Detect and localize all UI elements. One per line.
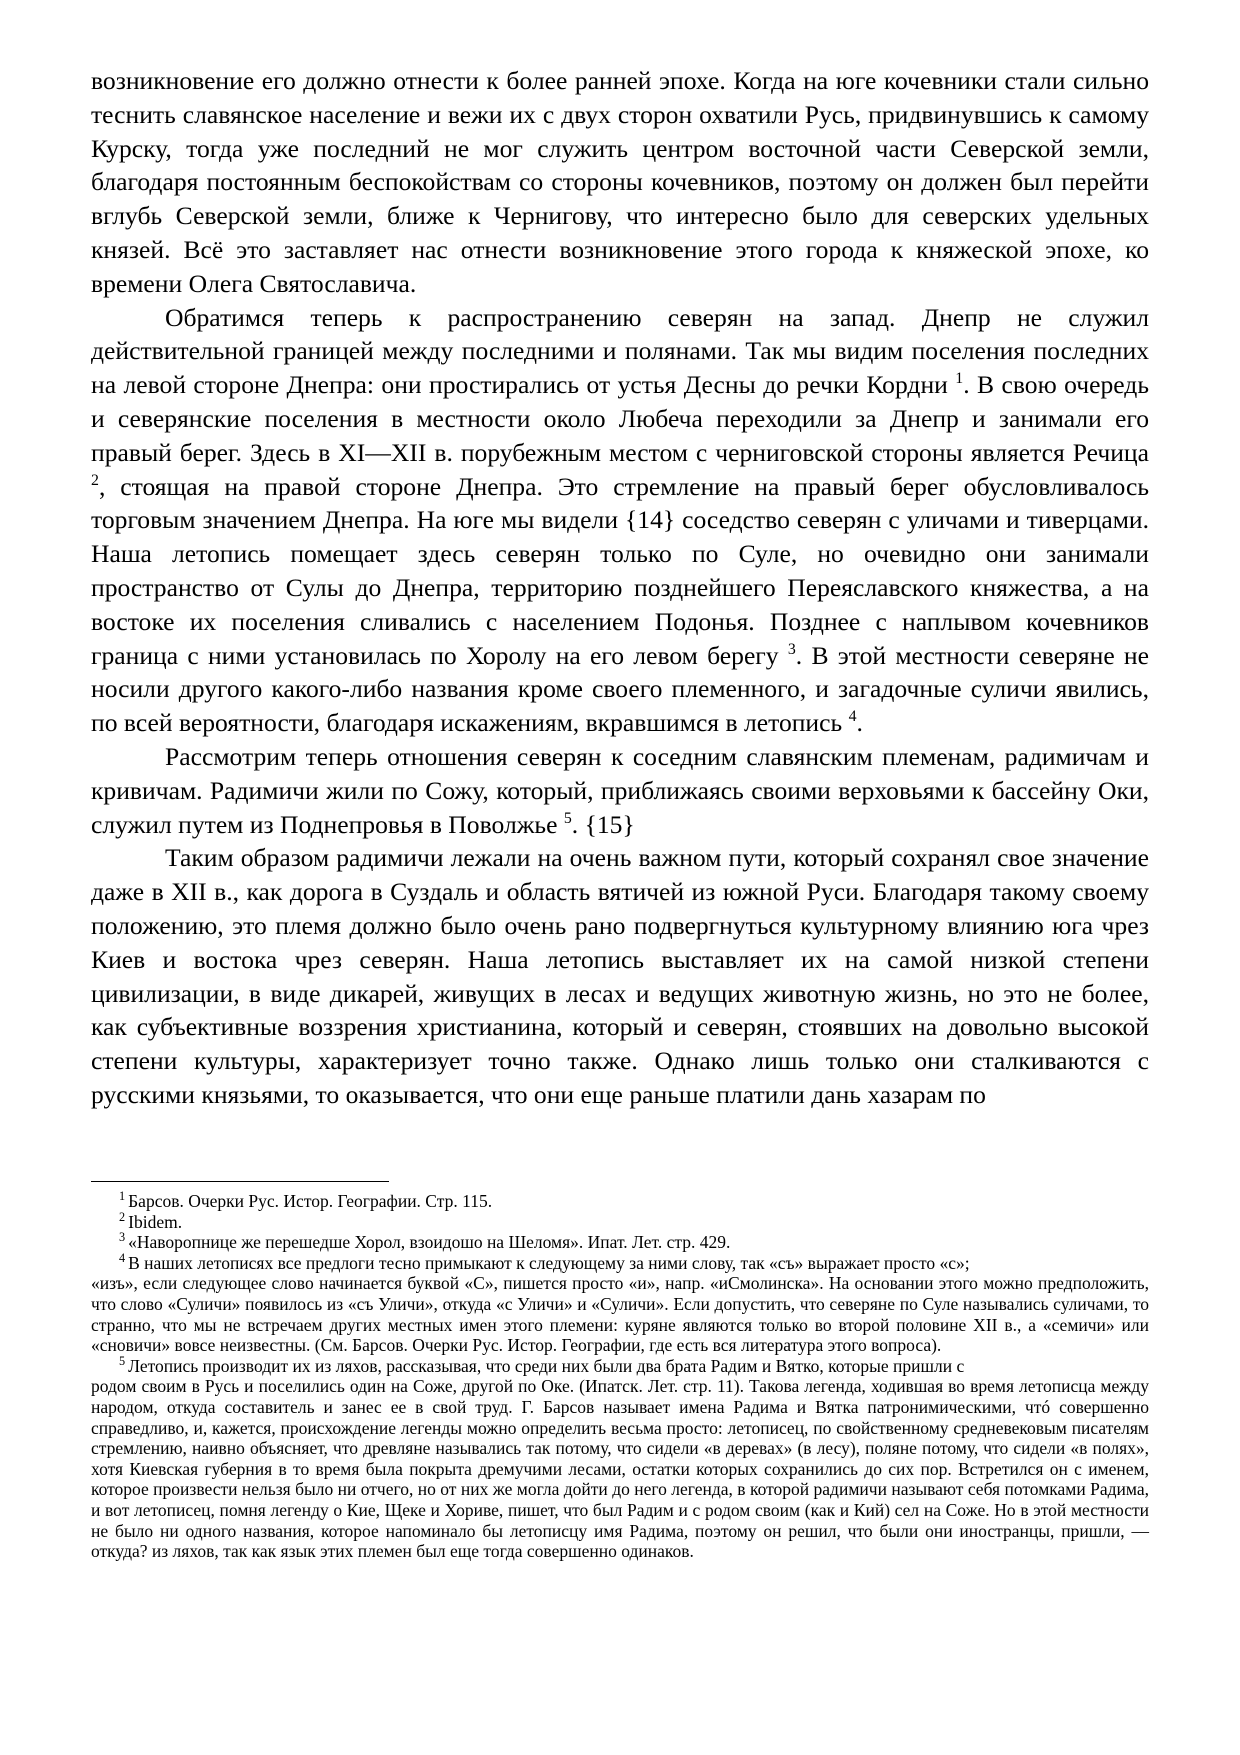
footnote-text: Летопись производит их из ляхов, рассказывая, что среди них были два брата Радим и Вятко, которые пришли с: [128, 1355, 965, 1376]
footnote-text: Ibidem.: [128, 1211, 183, 1232]
footnote-text: «Наворопнице же перешедше Хорол, взоидошо на Шеломя». Ипат. Лет. стр. 429.: [128, 1232, 731, 1253]
footnote-number: 1: [119, 1189, 126, 1204]
footnote-text: Барсов. Очерки Рус. Истор. Географии. Стр. 115.: [128, 1191, 493, 1211]
footnote-first-line: [91, 1232, 1149, 1253]
paragraph-text: . В свою очередь и северянские поселения в местности около Любеча переходили за Днепр и занимали его правый берег. Здесь в XI—XII в. порубежным местом с черниговской стороны является Речица: [91, 370, 1149, 467]
footnote-reference[interactable]: 1: [955, 370, 964, 388]
footnote-continuation: «изъ», если следующее слово начинается буквой «С», пишется просто «и», напр. «иСмолинска». На основании этого можно предположить, что слово «Суличи» появилось из «съ Уличи», откуда «с Уличи» и «Суличи». Если допустить, что северяне по Суле назывались суличами, то странно, что мы не встречаем других местных имен этого племени: куряне являются только во второй половине XII в., а «семичи» или «сновичи» вовсе неизвестны. (См. Барсов. Очерки Рус. Истор. Географии, где есть вся литература этого вопроса).: [91, 1273, 1149, 1356]
footnote-continuation: родом своим в Русь и поселились один на Соже, другой по Оке. (Ипатск. Лет. стр. 11). Такова легенда, ходившая во время летописца между народом, откуда составитель и занес ее в свой труд. Г. Барсов называет имена Радима и Вятка патронимическими, чтó совершенно справедливо, и, кажется, происхождение легенды можно определить весьма просто: летописец, по свойственному средневековым писателям стремлению, наивно объясняет, что древляне назывались так потому, что сидели «в деревах» (в лесу), поляне потому, что сидели «в полях», хотя Киевская губерния в то время была покрыта дремучими лесами, остатки которых сохранились до сих пор. Встретился он с именем, которое произвести нельзя было ни отчего, но от них же могла дойти до него легенда, в которой радимичи называют себя потомками Радима, и вот летописец, помня легенду о Кие, Щеке и Хориве, пишет, что был Радим и с родом своим (как и Кий) сел на Соже. Но в этой местности не было ни одного названия, которое напоминало бы летописцу имя Радима, поэтому он решил, что были они иностранцы, пришли, — откуда? из ляхов, так как язык этих племен был еще тогда совершенно одинаков.: [91, 1376, 1149, 1562]
footnotes: [91, 1191, 1149, 1562]
footnote-first-line: [91, 1191, 1149, 1212]
paragraph-text: . В этой местности северяне не носили другого какого-либо названия кроме своего племенного, и загадочные суличи явились, по всей вероятности, благодаря искажениям, вкравшимся в летопись: [91, 640, 1149, 738]
footnote-first-line: [91, 1209, 1149, 1233]
paragraph: [91, 301, 1149, 740]
footnote-reference[interactable]: 2: [91, 471, 99, 489]
footnote: [91, 1356, 1149, 1562]
paragraph-text: Таким образом радимичи лежали на очень важном пути, который сохранял свое значение даже в XII в., как дорога в Суздаль и область вятичей из южной Руси. Благодаря такому своему положению, это племя должно было очень рано подвергнуться культурному влиянию юга чрез Киев и востока чрез северян. Наша летопись выставляет их на самой низкой степени цивилизации, в виде дикарей, живущих в лесах и ведущих животную жизнь, но это не более, как субъективные воззрения христианина, который и северян, стоявших на довольно высокой степени культуры, характеризует точно также. Однако лишь только они сталкиваются с русскими князьями, то оказывается, что они еще раньше платили дань хазарам по: [91, 843, 1149, 1109]
footnote-number: 2: [119, 1209, 126, 1224]
footnote: [91, 1209, 1149, 1233]
footnote-number: 3: [119, 1230, 126, 1245]
footnote: [91, 1232, 1149, 1253]
footnote-reference[interactable]: 5: [563, 809, 572, 827]
footnote-reference[interactable]: 3: [787, 640, 796, 658]
footnote-text: В наших летописях все предлоги тесно примыкают к следующему за ними слову, так «съ» выражает просто «с»;: [128, 1252, 970, 1273]
footnote-number: 4: [119, 1251, 126, 1266]
paragraph: [91, 64, 1149, 301]
footnote-first-line: [91, 1356, 1149, 1377]
paragraph-text: .: [856, 708, 863, 738]
main-text: [91, 64, 1149, 1112]
footnote-number: 5: [119, 1354, 126, 1369]
footnote-separator: [91, 1181, 389, 1182]
paragraph-text: . {15}: [571, 809, 635, 839]
paragraph: [91, 841, 1149, 1111]
paragraph: [91, 740, 1149, 841]
paragraph-text: , стоящая на правой стороне Днепра. Это стремление на правый берег обусловливалось торговым значением Днепра. На юге мы видели {14} соседство северян с уличами и тиверцами. Наша летопись помещает здесь северян только по Суле, но очевидно они занимали пространство от Сулы до Днепра, территорию позднейшего Переяславского княжества, а на востоке их поселения сливались с населением Подонья. Позднее с наплывом кочевников граница с ними установилась по Хоролу на его левом берегу: [91, 471, 1149, 670]
footnote: [91, 1253, 1149, 1356]
paragraph-text: Обратимся теперь к распространению северян на запад. Днепр не служил действительной границей между последними и полянами. Так мы видим поселения последних на левой стороне Днепра: они простирались от устья Десны до речки Кордни: [91, 302, 1149, 400]
paragraph-text: возникновение его должно отнести к более ранней эпохе. Когда на юге кочевники стали сильно теснить славянское население и вежи их с двух сторон охватили Русь, придвинувшись к самому Курску, тогда уже последний не мог служить центром восточной части Северской земли, благодаря постоянным беспокойствам со стороны кочевников, поэтому он должен был перейти вглубь Северской земли, ближе к Чернигову, что интересно было для северских удельных князей. Всё это заставляет нас отнести возникновение этого города к княжеской эпохе, ко времени Олега Святославича.: [91, 66, 1149, 298]
footnote: [91, 1191, 1149, 1212]
footnote-first-line: [91, 1253, 1149, 1274]
paragraph-text: Рассмотрим теперь отношения северян к соседним славянским племенам, радимичам и кривичам. Радимичи жили по Сожу, который, приближаясь своими верховьями к бассейну Оки, служил путем из Поднепровья в Поволжье: [91, 741, 1149, 839]
footnote-reference[interactable]: 4: [848, 708, 857, 726]
